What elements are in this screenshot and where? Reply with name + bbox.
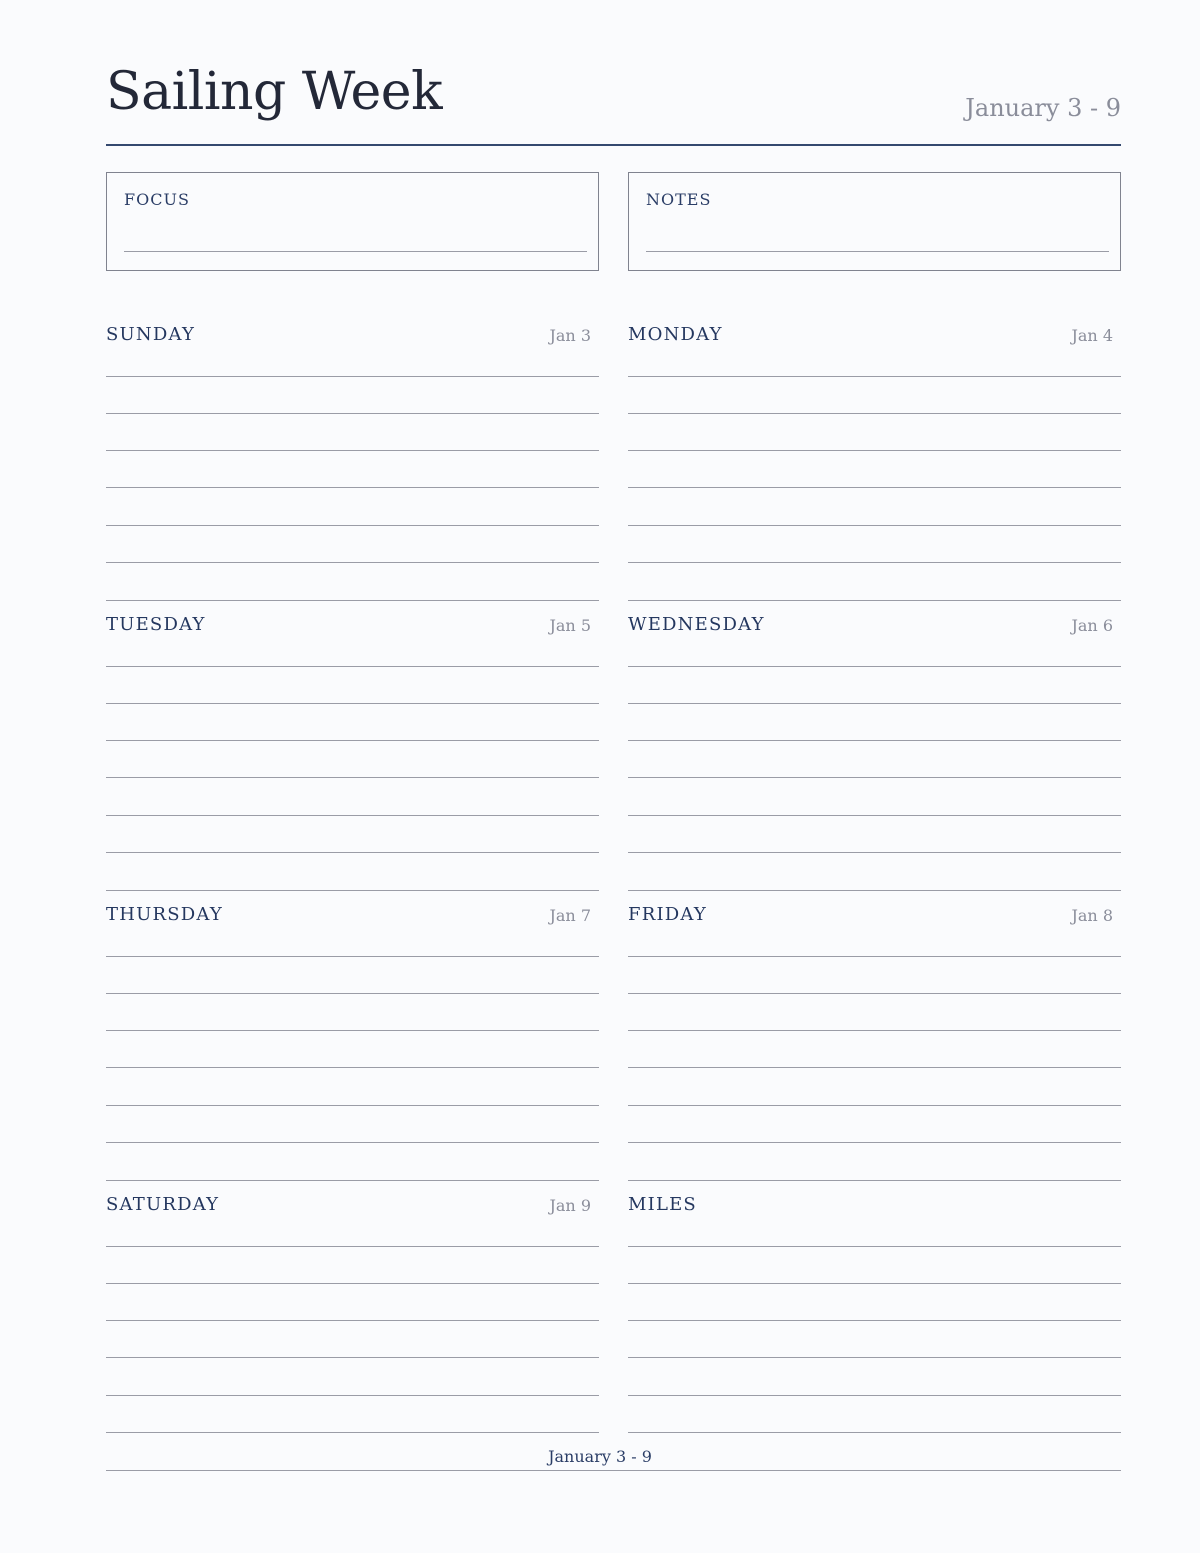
day-date: Jan 8	[1071, 906, 1113, 925]
day-section-tuesday[interactable]	[106, 600, 599, 890]
writing-line[interactable]	[628, 413, 1121, 414]
writing-line[interactable]	[628, 450, 1121, 451]
writing-line[interactable]	[106, 666, 599, 667]
writing-line[interactable]	[106, 956, 599, 957]
day-section-miles[interactable]	[628, 1180, 1121, 1470]
header-rule	[106, 144, 1121, 146]
day-section-saturday[interactable]	[106, 1180, 599, 1470]
writing-line[interactable]	[628, 487, 1121, 488]
writing-line[interactable]	[628, 703, 1121, 704]
writing-line[interactable]	[106, 1283, 599, 1284]
writing-line[interactable]	[628, 993, 1121, 994]
notes-box[interactable]	[628, 172, 1121, 271]
footer-rule	[106, 1470, 1121, 1471]
writing-line[interactable]	[628, 1432, 1121, 1433]
day-section-monday[interactable]	[628, 310, 1121, 600]
writing-line[interactable]	[106, 703, 599, 704]
writing-line[interactable]	[106, 777, 599, 778]
writing-line[interactable]	[106, 413, 599, 414]
day-name: THURSDAY	[106, 904, 223, 925]
writing-line[interactable]	[628, 1105, 1121, 1106]
day-name: WEDNESDAY	[628, 614, 765, 635]
writing-line[interactable]	[628, 1246, 1121, 1247]
writing-line[interactable]	[628, 525, 1121, 526]
writing-line[interactable]	[106, 1357, 599, 1358]
writing-line[interactable]	[628, 1320, 1121, 1321]
writing-line[interactable]	[106, 562, 599, 563]
writing-line[interactable]	[106, 1105, 599, 1106]
date-range: January 3 - 9	[965, 94, 1121, 122]
page-title: Sailing Week	[106, 62, 443, 122]
writing-line[interactable]	[106, 740, 599, 741]
writing-line[interactable]	[106, 815, 599, 816]
writing-line[interactable]	[106, 450, 599, 451]
writing-line[interactable]	[106, 1246, 599, 1247]
notes-line	[646, 251, 1109, 252]
writing-line[interactable]	[628, 1030, 1121, 1031]
focus-box[interactable]	[106, 172, 599, 271]
writing-line[interactable]	[628, 1067, 1121, 1068]
writing-line[interactable]	[106, 1030, 599, 1031]
day-name: FRIDAY	[628, 904, 707, 925]
day-date: Jan 6	[1071, 616, 1113, 635]
writing-line[interactable]	[106, 1320, 599, 1321]
day-date: Jan 3	[549, 326, 591, 345]
day-section-wednesday[interactable]	[628, 600, 1121, 890]
writing-line[interactable]	[106, 525, 599, 526]
footer-date-range: January 3 - 9	[544, 1447, 656, 1466]
focus-line	[124, 251, 587, 252]
writing-line[interactable]	[628, 1395, 1121, 1396]
writing-line[interactable]	[106, 1142, 599, 1143]
writing-line[interactable]	[106, 1395, 599, 1396]
writing-line[interactable]	[628, 1357, 1121, 1358]
day-name: TUESDAY	[106, 614, 206, 635]
day-section-friday[interactable]	[628, 890, 1121, 1180]
writing-line[interactable]	[628, 376, 1121, 377]
day-date: Jan 5	[549, 616, 591, 635]
writing-line[interactable]	[628, 740, 1121, 741]
writing-line[interactable]	[628, 777, 1121, 778]
writing-line[interactable]	[106, 993, 599, 994]
writing-line[interactable]	[628, 815, 1121, 816]
writing-line[interactable]	[106, 376, 599, 377]
notes-label: NOTES	[646, 190, 712, 209]
day-name: MILES	[628, 1194, 697, 1215]
day-date: Jan 9	[549, 1196, 591, 1215]
focus-label: FOCUS	[124, 190, 190, 209]
writing-line[interactable]	[628, 666, 1121, 667]
day-name: MONDAY	[628, 324, 723, 345]
day-date: Jan 7	[549, 906, 591, 925]
writing-line[interactable]	[628, 562, 1121, 563]
writing-line[interactable]	[628, 1142, 1121, 1143]
day-name: SUNDAY	[106, 324, 196, 345]
day-name: SATURDAY	[106, 1194, 220, 1215]
writing-line[interactable]	[106, 1432, 599, 1433]
day-section-sunday[interactable]	[106, 310, 599, 600]
writing-line[interactable]	[628, 956, 1121, 957]
writing-line[interactable]	[106, 1067, 599, 1068]
footer	[0, 1449, 1200, 1465]
day-date: Jan 4	[1071, 326, 1113, 345]
writing-line[interactable]	[106, 852, 599, 853]
writing-line[interactable]	[628, 852, 1121, 853]
writing-line[interactable]	[106, 487, 599, 488]
day-section-thursday[interactable]	[106, 890, 599, 1180]
writing-line[interactable]	[628, 1283, 1121, 1284]
